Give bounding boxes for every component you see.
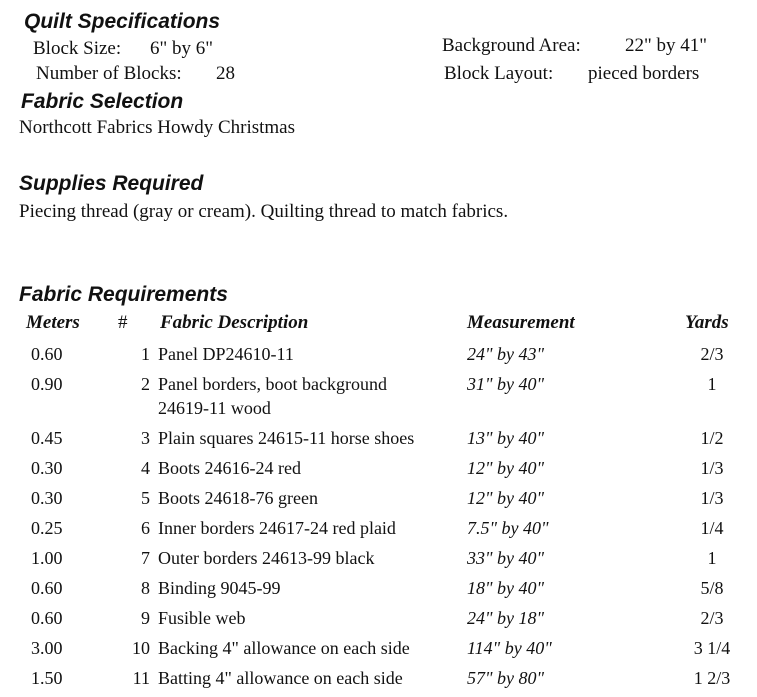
meters-cell: 0.30 [31, 458, 63, 478]
measurement-cell: 12" by 40" [467, 458, 545, 478]
background-area-value: 22" by 41" [625, 35, 708, 56]
supplies-required-text: Piecing thread (gray or cream). Quilting thread to match fabrics. [19, 201, 509, 222]
header-number: # [118, 312, 128, 333]
measurement-cell: 18" by 40" [467, 578, 545, 598]
row-number-cell: 8 [141, 578, 150, 598]
block-size-label: Block Size: [33, 38, 122, 59]
meters-cell: 0.60 [31, 578, 63, 598]
header-fabric-description: Fabric Description [160, 312, 309, 333]
measurement-cell: 13" by 40" [467, 428, 545, 448]
quilt-specifications-heading: Quilt Specifications [24, 10, 221, 33]
description-cell: Binding 9045-99 [158, 578, 281, 598]
row-number-cell: 1 [141, 344, 150, 364]
number-of-blocks-value: 28 [216, 63, 235, 84]
yards-cell: 1/2 [700, 428, 724, 448]
measurement-cell: 31" by 40" [467, 374, 545, 394]
row-number-cell: 4 [141, 458, 150, 478]
row-number-cell: 11 [132, 668, 150, 688]
row-number-cell: 3 [141, 428, 150, 448]
yards-cell: 1 [707, 548, 717, 568]
meters-cell: 1.00 [31, 548, 63, 568]
header-yards: Yards [685, 312, 729, 333]
description-cell-line2: 24619-11 wood [158, 398, 271, 418]
block-layout-value: pieced borders [588, 63, 700, 84]
background-area-label: Background Area: [442, 35, 581, 56]
meters-cell: 0.25 [31, 518, 63, 538]
yards-cell: 1/4 [700, 518, 724, 538]
supplies-required-heading: Supplies Required [19, 172, 204, 195]
row-number-cell: 2 [141, 374, 150, 394]
measurement-cell: 33" by 40" [467, 548, 545, 568]
measurement-cell: 7.5" by 40" [467, 518, 549, 538]
meters-cell: 1.50 [31, 668, 63, 688]
yards-cell: 2/3 [700, 608, 724, 628]
row-number-cell: 6 [141, 518, 150, 538]
description-cell: Plain squares 24615-11 horse shoes [158, 428, 415, 448]
row-number-cell: 5 [141, 488, 150, 508]
yards-cell: 1 [707, 374, 717, 394]
block-size-value: 6" by 6" [150, 38, 214, 59]
row-number-cell: 9 [141, 608, 150, 628]
measurement-cell: 24" by 43" [467, 344, 545, 364]
description-cell: Boots 24616-24 red [158, 458, 301, 478]
meters-cell: 0.60 [31, 608, 63, 628]
measurement-cell: 57" by 80" [467, 668, 545, 688]
description-cell: Outer borders 24613-99 black [158, 548, 375, 568]
header-meters: Meters [26, 312, 80, 333]
meters-cell: 0.30 [31, 488, 63, 508]
description-cell: Panel DP24610-11 [158, 344, 294, 364]
description-cell: Batting 4" allowance on each side [158, 668, 403, 688]
number-of-blocks-label: Number of Blocks: [36, 63, 182, 84]
meters-cell: 0.45 [31, 428, 63, 448]
description-cell: Fusible web [158, 608, 246, 628]
row-number-cell: 7 [141, 548, 150, 568]
description-cell: Boots 24618-76 green [158, 488, 318, 508]
description-cell: Inner borders 24617-24 red plaid [158, 518, 396, 538]
block-layout-label: Block Layout: [444, 63, 554, 84]
description-cell: Panel borders, boot background [158, 374, 387, 394]
yards-cell: 2/3 [700, 344, 724, 364]
yards-cell: 5/8 [700, 578, 724, 598]
fabric-requirements-heading: Fabric Requirements [19, 283, 228, 306]
meters-cell: 0.60 [31, 344, 63, 364]
measurement-cell: 12" by 40" [467, 488, 545, 508]
yards-cell: 1/3 [700, 458, 724, 478]
yards-cell: 1/3 [700, 488, 724, 508]
measurement-cell: 24" by 18" [467, 608, 545, 628]
yards-cell: 1 2/3 [693, 668, 731, 688]
description-cell: Backing 4" allowance on each side [158, 638, 410, 658]
row-number-cell: 10 [132, 638, 150, 658]
fabric-selection-text: Northcott Fabrics Howdy Christmas [19, 117, 296, 138]
fabric-selection-heading: Fabric Selection [21, 90, 184, 113]
meters-cell: 0.90 [31, 374, 63, 394]
header-measurement: Measurement [467, 312, 575, 333]
meters-cell: 3.00 [31, 638, 63, 658]
measurement-cell: 114" by 40" [467, 638, 552, 658]
yards-cell: 3 1/4 [693, 638, 731, 658]
